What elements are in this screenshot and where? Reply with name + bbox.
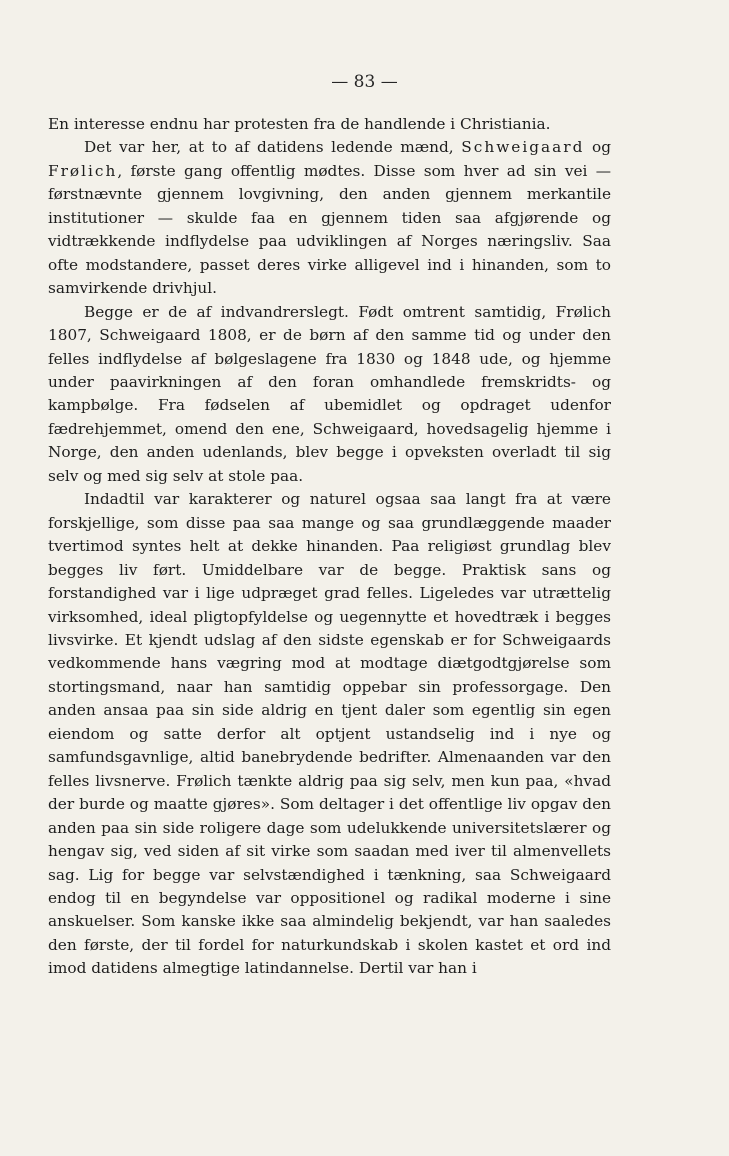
page-number: — 83 — [331, 72, 398, 92]
paragraph-2-part-b: og [584, 138, 611, 157]
paragraph-1: En interesse endnu har protesten fra de handlende i Christiania. [48, 115, 551, 133]
paragraph-2-part-a: Det var her, at to af datidens ledende mænd, [84, 138, 462, 157]
name-schweigaard: Schweigaard [461, 138, 585, 157]
body-text [48, 113, 611, 981]
paragraph-2-part-c: , første gang offentlig mødtes. Disse som hver ad sin vei — førstnævnte gjennem lovgivning, den anden gjennem merkantile institutioner — skulde faa en gjennem tiden saa afgjørende og vidtrækkende indflydelse paa udviklingen af Norges næringsliv. Saa ofte modstandere, passet deres virke alligevel ind i hinanden, som to samvirkende drivhjul. [48, 161, 611, 298]
paragraph-4: Indadtil var karakterer og naturel ogsaa saa langt fra at være forskjellige, som disse paa saa mange og saa grundlæggende maader tvertimod syntes helt at dekke hinanden. Paa religiøst grundlag blev begges liv ført. Umiddelbare var de begge. Praktisk sans og forstandighed var i lige udpræget grad felles. Ligeledes var utrættelig virksomhed, ideal pligtopfyldelse og uegennytte et hovedtræk i begges livsvirke. Et kjendt udslag af den sidste egenskab er for Schweigaards vedkommende hans vægring mod at modtage diætgodtgjørelse som stortingsmand, naar han samtidig oppebar sin professorgage. Den anden ansaa paa sin side aldrig en tjent daler som egentlig sin egen eiendom og satte derfor alt optjent ustandselig ind i nye og samfundsgavnlige, altid banebrydende bedrifter. Almenaanden var den felles livsnerve. Frølich tænkte aldrig paa sig selv, men kun paa, «hvad der burde og maatte gjøres». Som deltager i det offentlige liv opgav den anden paa sin side roligere dage som udelukkende universitetslærer og hengav sig, ved siden af sit virke som saadan med iver til almenvellets sag. Lig for begge var selvstændighed i tænkning, saa Schweigaard endog til en begyndelse var oppositionel og radikal moderne i sine anskuelser. Som kanske ikke saa almindelig bekjendt, var han saaledes den første, der til fordel for naturkundskab i skolen kastet et ord ind imod datidens almegtige latindannelse. Dertil var han i [48, 490, 611, 978]
paragraph-2 [48, 136, 611, 300]
paragraph-3: Begge er de af indvandrerslegt. Født omtrent samtidig, Frølich 1807, Schweigaard 1808, er de børn af den samme tid og under den felles indflydelse af bølgeslagene fra 1830 og 1848 ude, og hjemme under paavirkningen af den foran omhandlede fremskridts- og kampbølge. Fra fødselen af ubemidlet og opdraget udenfor fædrehjemmet, omend den ene, Schweigaard, hovedsagelig hjemme i Norge, den anden udenlands, blev begge i opveksten overladt til sig selv og med sig selv at stole paa. [48, 302, 611, 485]
name-frolich: Frølich [48, 161, 118, 180]
